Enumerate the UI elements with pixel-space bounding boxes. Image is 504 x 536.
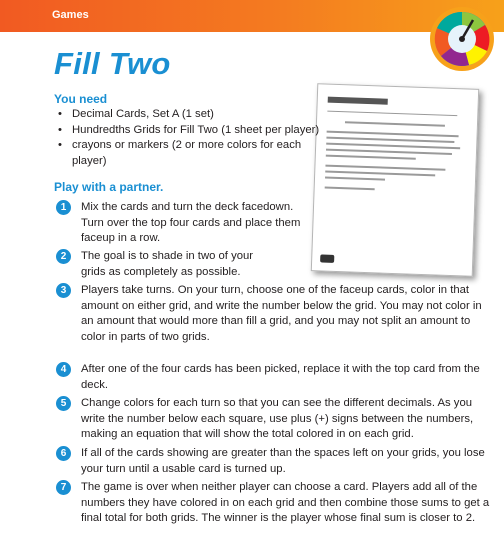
step-5: [56, 396, 496, 443]
step-text: Mix the cards and turn the deck facedown. Turn over the top four cards and place them faceup in a row.: [81, 201, 301, 244]
step-text: After one of the four cards has been picked, replace it with the top card from the deck.: [81, 363, 480, 391]
worksheet-thumbnail: [311, 83, 479, 277]
materials-list: [54, 107, 324, 169]
step-number-badge: 1: [56, 200, 71, 215]
step-number-badge: 6: [56, 446, 71, 461]
step-4: [56, 362, 496, 393]
step-number-badge: 2: [56, 249, 71, 264]
step-2: [56, 249, 256, 280]
step-number-badge: 4: [56, 362, 71, 377]
step-7: [56, 480, 496, 527]
list-item: • Decimal Cards, Set A (1 set): [54, 107, 324, 123]
list-item: • crayons or markers (2 or more colors for each player): [54, 138, 307, 169]
step-number-badge: 3: [56, 283, 71, 298]
list-item: • Hundredths Grids for Fill Two (1 sheet per player): [54, 123, 324, 139]
step-text: Players take turns. On your turn, choose one of the faceup cards, color in that amount on either grid, and write the number below the grid. You may not color in an amount that would more than fill a grid, and you may not split an amount to color in parts of two grids.: [81, 284, 482, 343]
play-heading: Play with a partner.: [54, 180, 164, 194]
step-number-badge: 7: [56, 480, 71, 495]
you-need-heading: You need: [54, 92, 108, 106]
page-title: Fill Two: [54, 46, 171, 81]
step-text: The goal is to shade in two of your grids as completely as possible.: [81, 250, 254, 278]
section-label: Games: [52, 9, 89, 21]
step-text: If all of the cards showing are greater than the spaces left on your grids, you lose your turn until a usable card is turned up.: [81, 447, 485, 475]
spinner-wheel-icon: [429, 6, 495, 72]
step-1: [56, 200, 306, 247]
step-3: [56, 283, 496, 345]
step-number-badge: 5: [56, 396, 71, 411]
step-6: [56, 446, 496, 477]
step-text: Change colors for each turn so that you can see the different decimals. As you write the number below each square, use plus (+) signs between the numbers, making an equation that will show the total colored in on each grid.: [81, 397, 474, 440]
step-text: The game is over when neither player can choose a card. Players add all of the numbers they have colored in on each grid and then combine those sums to get a final total for both grids. The winner is the player whose final sum is closer to 2.: [81, 481, 490, 524]
